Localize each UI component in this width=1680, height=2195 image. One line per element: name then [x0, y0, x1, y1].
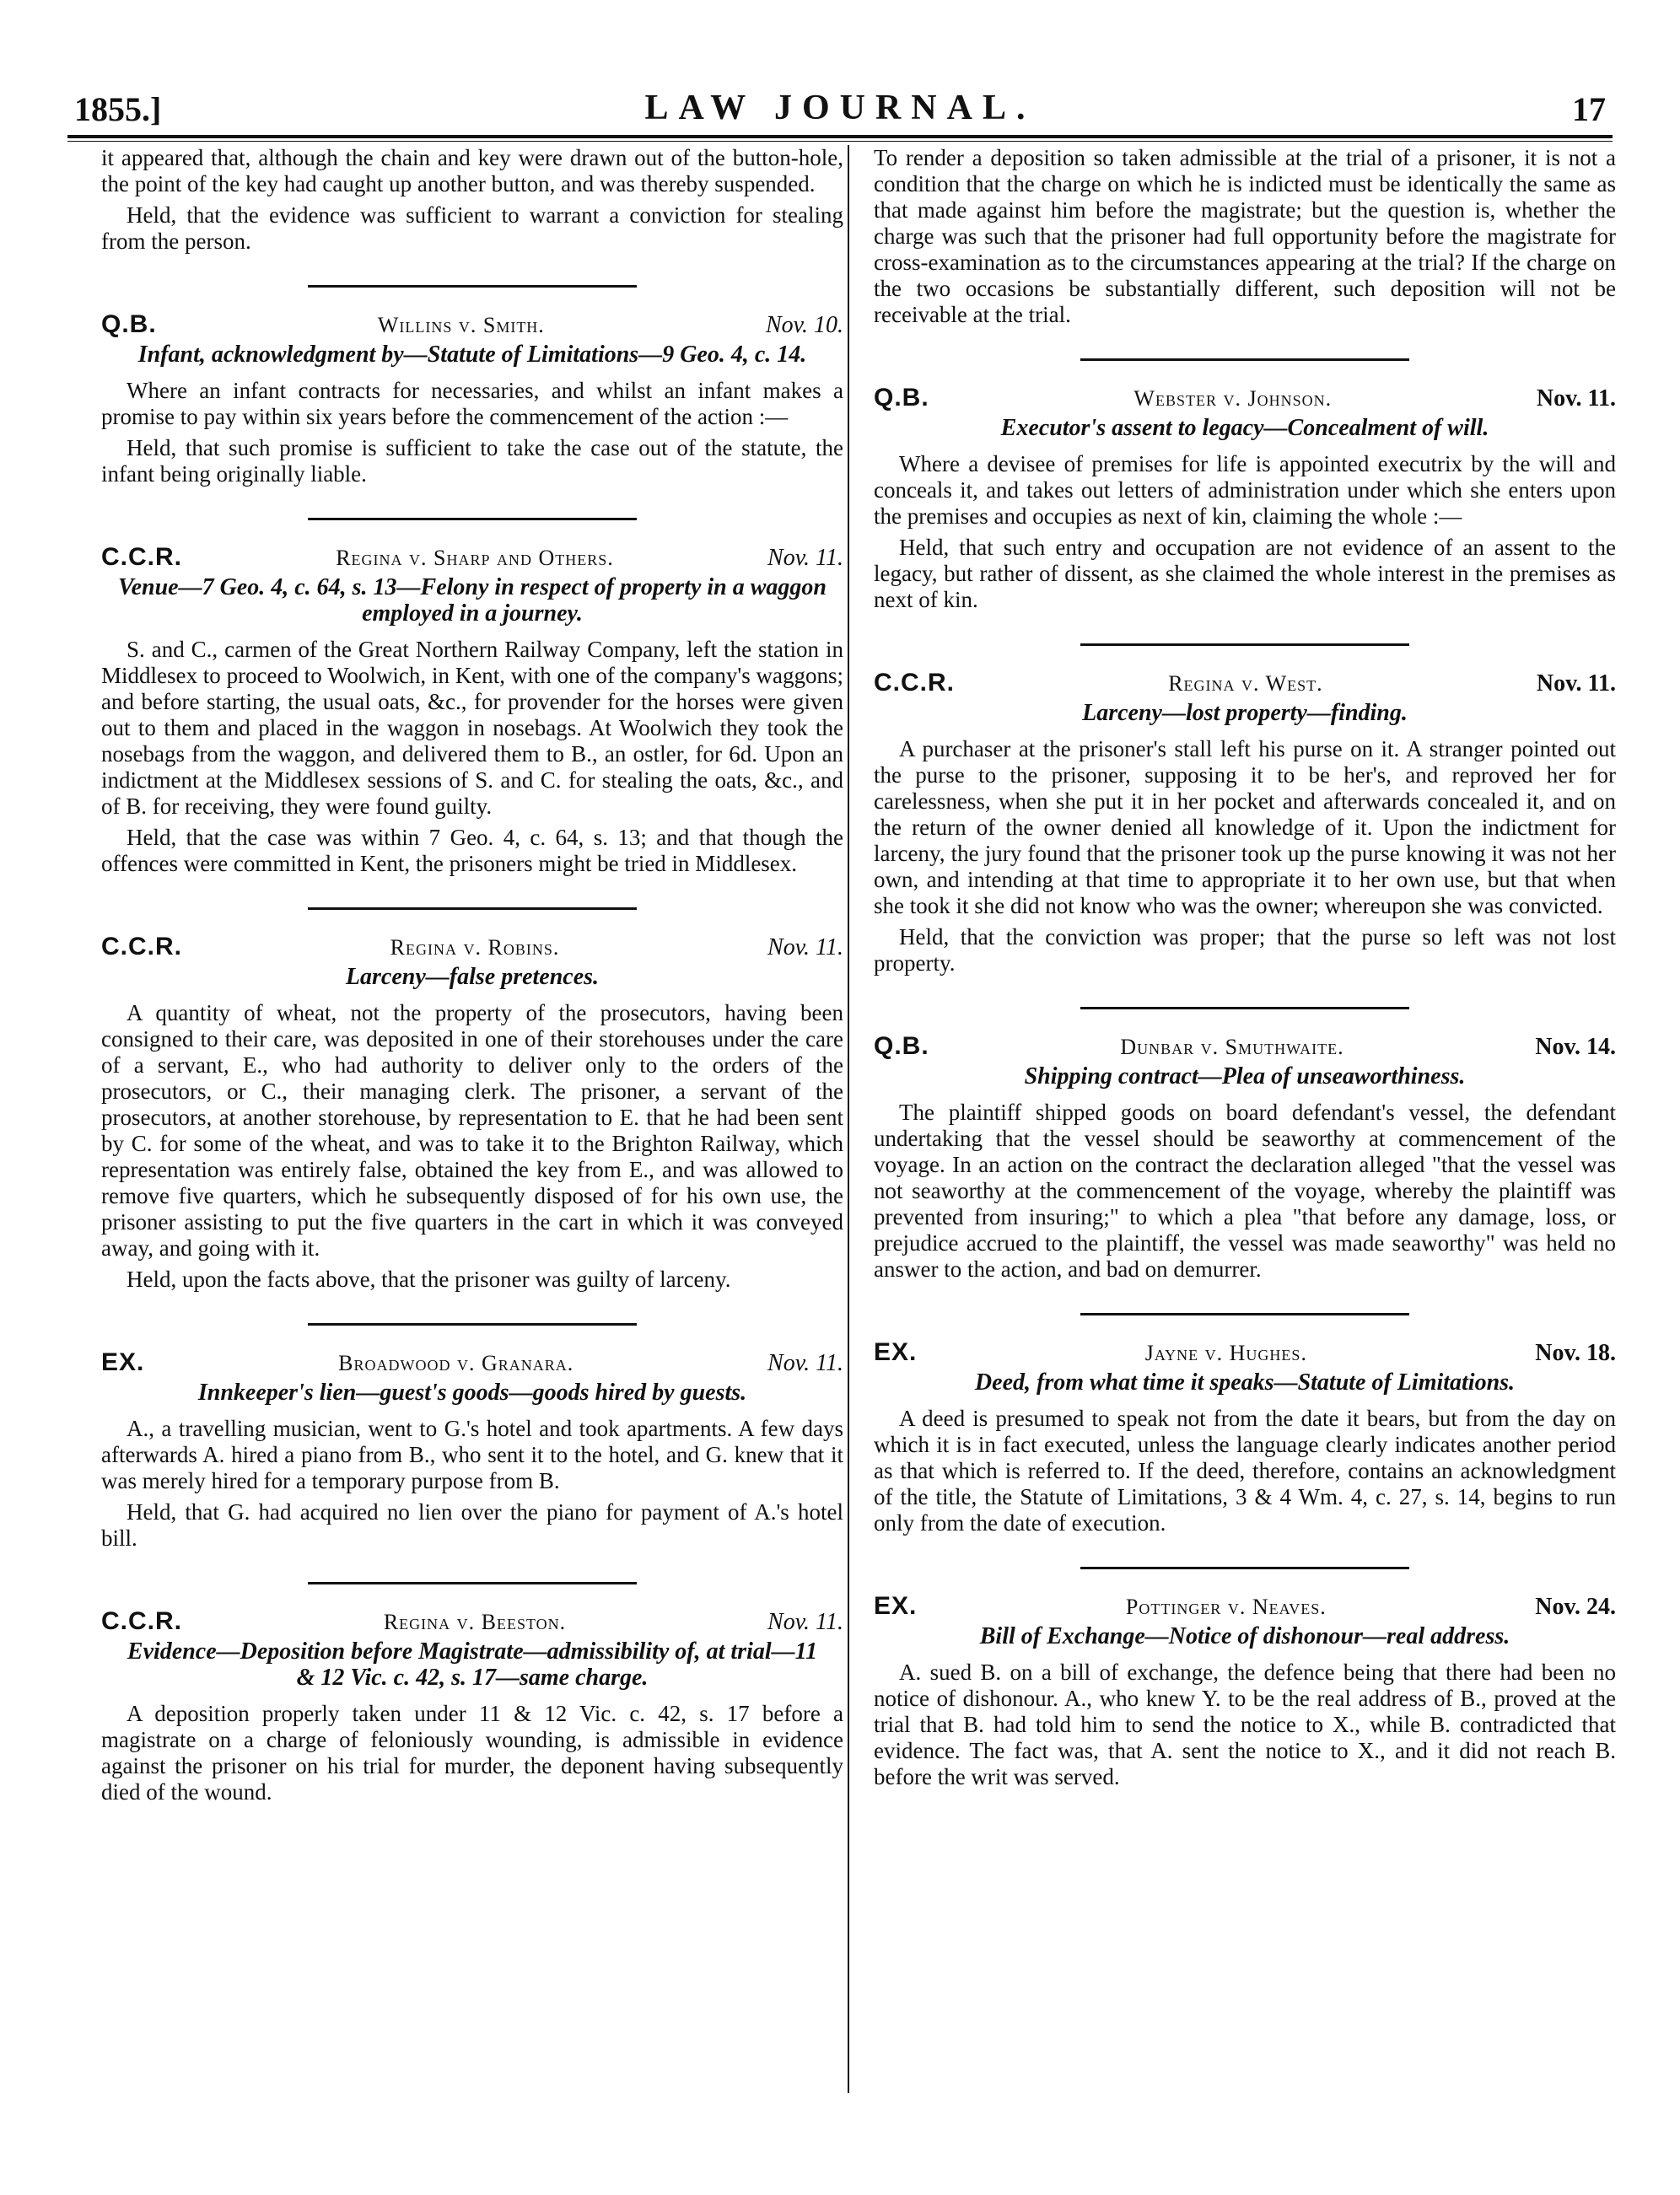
court-abbrev: C.C.R. [101, 543, 182, 571]
case-parties: Jayne v. Hughes. [1144, 1341, 1307, 1365]
case-parties: Webster v. Johnson. [1133, 386, 1333, 411]
header-year: 1855.] [74, 90, 162, 128]
section-rule [308, 907, 637, 910]
case-subject: Infant, acknowledgment by—Statute of Limitations—9 Geo. 4, c. 14. [137, 342, 807, 368]
case-heading [874, 1339, 1616, 1366]
case-parties: Broadwood v. Granara. [338, 1351, 574, 1375]
court-abbrev: EX. [874, 1592, 918, 1620]
case-heading [101, 1349, 843, 1376]
case-date: Nov. 11. [767, 1350, 843, 1376]
case-date: Nov. 24. [1535, 1594, 1616, 1620]
case-paragraph: Held, that such promise is sufficient to take the case out of the statute, the infant being originally liable. [101, 435, 843, 487]
case-paragraph: Held, that the evidence was sufficient to warrant a conviction for stealing from the person. [101, 202, 843, 254]
case-paragraph: To render a deposition so taken admissible at the trial of a prisoner, it is not a condition that the charge on which he is indicted must be identically the same as that made against him before the magistrate; but the question is, whether the charge was such that the prisoner had full opportunity before the magistrate for cross-examination as to the circumstances appearing at the trial? If the charge on the two occasions be substantially different, such deposition will not be receivable at the trial. [874, 145, 1616, 327]
case-paragraph: The plaintiff shipped goods on board defendant's vessel, the defendant undertaking that the vessel should be seaworthy at commencement of the voyage. In an action on the contract the declaration alleged "that the vessel was not seaworthy at the commencement of the voyage, whereby the plaintiff was prevented from insuring;" to which a plea "that before any damage, loss, or prejudice accrued to the plaintiff, the vessel was made seaworthy" was held no answer to the action, and bad on demurrer. [874, 1100, 1616, 1282]
case-heading [874, 1593, 1616, 1620]
case-paragraph: Where an infant contracts for necessaries, and whilst an infant makes a promise to pay within six years before the commencement of the action :— [101, 378, 843, 429]
case-heading [101, 933, 843, 960]
case-date: Nov. 14. [1535, 1034, 1616, 1060]
case-section [101, 1323, 843, 1552]
court-abbrev: Q.B. [101, 310, 157, 338]
section-rule [308, 1582, 637, 1584]
case-parties: Pottinger v. Neaves. [1125, 1595, 1327, 1619]
case-date: Nov. 11. [767, 1609, 843, 1635]
case-paragraph: A deed is presumed to speak not from the date it bears, but from the day on which it is in fact executed, unless the language clearly indicates another period as that which is referred to. If the deed, therefore, contains an acknowledgment of the title, the Statute of Limitations, 3 & 4 Wm. 4, c. 27, s. 14, begins to run only from the date of execution. [874, 1406, 1616, 1536]
case-heading [874, 670, 1616, 697]
case-parties: Willins v. Smith. [377, 313, 545, 337]
case-subject: Deed, from what time it speaks—Statute of Limitations. [974, 1369, 1516, 1396]
case-heading [101, 544, 843, 571]
section-rule [308, 285, 637, 288]
court-abbrev: C.C.R. [874, 669, 955, 697]
case-paragraph: A., a travelling musician, went to G.'s hotel and took apartments. A few days afterwards A. hired a piano from B., who sent it to the hotel, and G. knew that it was merely hired for a temporary purpose from B. [101, 1416, 843, 1493]
court-abbrev: EX. [101, 1348, 145, 1376]
case-paragraph: Where a devisee of premises for life is appointed executrix by the will and conceals it, and takes out letters of administration under which she enters upon the premises and occupies as next of kin, claiming the whole :— [874, 451, 1616, 529]
case-section [874, 358, 1616, 613]
case-section [101, 907, 843, 1293]
case-subject: Venue—7 Geo. 4, c. 64, s. 13—Felony in respect of property in a waggon employed in a journey. [118, 574, 827, 627]
case-date: Nov. 11. [1536, 670, 1616, 697]
court-abbrev: C.C.R. [101, 933, 182, 960]
case-section [874, 643, 1616, 976]
section-rule [308, 1323, 637, 1326]
case-paragraph: Held, that the case was within 7 Geo. 4, c. 64, s. 13; and that though the offences were committed in Kent, the prisoners might be tried in Middlesex. [101, 825, 843, 876]
case-parties: Dunbar v. Smuthwaite. [1120, 1035, 1344, 1059]
case-parties: Regina v. Sharp and Others. [336, 546, 614, 570]
case-paragraph: A deposition properly taken under 11 & 12 Vic. c. 42, s. 17 before a magistrate on a charge of feloniously wounding, is admissible in evidence against the prisoner on his trial for murder, the deponent having subsequently died of the wound. [101, 1701, 843, 1805]
right-column [874, 145, 1616, 1795]
section-rule [1080, 358, 1409, 361]
case-subject: Evidence—Deposition before Magistrate—admissibility of, at trial—11 & 12 Vic. c. 42, s. 17—same charge. [127, 1638, 818, 1691]
court-abbrev: EX. [874, 1338, 918, 1366]
case-date: Nov. 11. [767, 545, 843, 571]
case-subject: Bill of Exchange—Notice of dishonour—real address. [979, 1623, 1510, 1649]
case-heading [101, 1608, 843, 1635]
section-rule [308, 518, 637, 520]
case-subject: Innkeeper's lien—guest's goods—goods hired by guests. [197, 1380, 747, 1406]
court-abbrev: Q.B. [874, 384, 929, 412]
case-section [101, 518, 843, 877]
case-date: Nov. 10. [765, 312, 843, 338]
section-rule [1080, 643, 1409, 646]
case-heading [874, 1033, 1616, 1060]
case-parties: Regina v. West. [1168, 671, 1323, 696]
page-header [67, 84, 1613, 135]
court-abbrev: Q.B. [874, 1032, 929, 1060]
section-rule [1080, 1567, 1409, 1569]
case-date: Nov. 11. [1536, 385, 1616, 412]
header-rule-thin [67, 141, 1613, 142]
case-section [101, 145, 843, 255]
left-column [101, 145, 843, 1810]
case-heading [101, 311, 843, 338]
case-paragraph: Held, that such entry and occupation are not evidence of an assent to the legacy, but rather of dissent, as she claimed the whole interest in the premises as next of kin. [874, 535, 1616, 612]
header-rule [67, 135, 1613, 138]
case-section [874, 145, 1616, 328]
case-paragraph: Held, upon the facts above, that the prisoner was guilty of larceny. [127, 1267, 731, 1292]
section-rule [1080, 1007, 1409, 1009]
case-paragraph: S. and C., carmen of the Great Northern Railway Company, left the station in Middlesex to proceed to Woolwich, in Kent, with one of the company's waggons; and before starting, the usual oats, &c., for provender for the horses were given out to them and placed in the waggon in nosebags. At Woolwich they took the nosebags from the waggon, and delivered them to B., an ostler, for 6d. Upon an indictment at the Middlesex sessions of S. and C. for stealing the oats, &c., and of B. for receiving, they were found guilty. [101, 637, 843, 819]
page-number: 17 [1572, 90, 1606, 128]
case-date: Nov. 18. [1535, 1340, 1616, 1366]
section-rule [1080, 1313, 1409, 1315]
court-abbrev: C.C.R. [101, 1607, 182, 1635]
case-subject: Executor's assent to legacy—Concealment of will. [1000, 415, 1489, 441]
case-paragraph: A. sued B. on a bill of exchange, the defence being that there had been no notice of dishonour. A., who knew Y. to be the real address of B., proved at the trial that B. had told him to send the notice to X., while B. contradicted that evidence. The fact was, that A. sent the notice to X., and it did not reach B. before the writ was served. [874, 1660, 1616, 1789]
case-section [101, 285, 843, 487]
case-parties: Regina v. Robins. [390, 935, 560, 960]
case-heading [874, 385, 1616, 412]
header-title: LAW JOURNAL. [644, 89, 1036, 127]
case-paragraph: A quantity of wheat, not the property of the prosecutors, having been consigned to their care, was deposited in one of their storehouses under the care of a servant, E., who had authority to deliver only to the orders of the prosecutors, or C., their managing clerk. The prisoner, a servant of the prosecutors, at another storehouse, by representation to E. that he had been sent by C. for some of the wheat, and was to take it to the Brighton Railway, which representation was entirely false, obtained the key from E., and was allowed to remove five quarters, which he subsequently disposed of for his own use, the prisoner assisting to put the five quarters in the cart in which it was conveyed away, and going with it. [101, 1000, 843, 1261]
case-paragraph: Held, that the conviction was proper; that the purse so left was not lost property. [874, 924, 1616, 976]
case-subject: Larceny—lost property—finding. [1082, 700, 1408, 726]
case-paragraph: A purchaser at the prisoner's stall left his purse on it. A stranger pointed out the purse to the prisoner, supposing it to be her's, and reproved her for carelessness, when she put it in her pocket and afterwards concealed it, and on the return of the owner denied all knowledge of it. Upon the indictment for larceny, the jury found that the prisoner took up the purse knowing it was not her own, and intending at that time to appropriate it to her own use, but that when she took it she did not know who was the owner; whereupon she was convicted. [874, 736, 1616, 918]
case-section [874, 1313, 1616, 1536]
case-paragraph: it appeared that, although the chain and key were drawn out of the button-hole, the point of the key had caught up another button, and was thereby suspended. [101, 145, 843, 196]
case-section [874, 1567, 1616, 1790]
case-subject: Shipping contract—Plea of unseaworthiness. [1024, 1063, 1466, 1089]
case-parties: Regina v. Beeston. [383, 1610, 567, 1634]
case-date: Nov. 11. [767, 934, 843, 960]
case-section [101, 1582, 843, 1805]
case-subject: Larceny—false pretences. [345, 964, 600, 990]
column-divider [848, 145, 849, 2093]
case-paragraph: Held, that G. had acquired no lien over the piano for payment of A.'s hotel bill. [101, 1499, 843, 1551]
case-section [874, 1007, 1616, 1283]
